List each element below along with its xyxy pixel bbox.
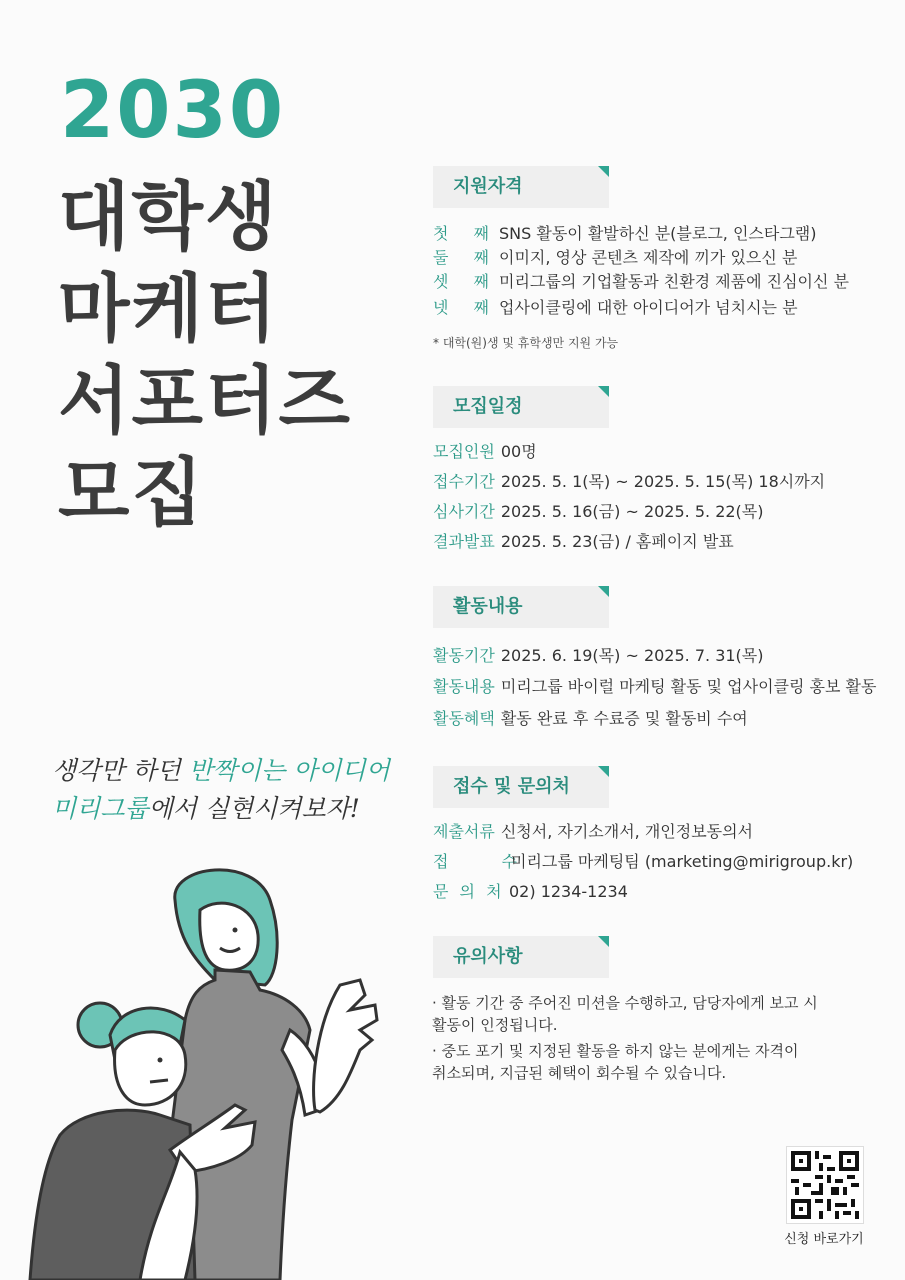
row-key: 문 의 처 [433,882,505,901]
activity-row [433,646,764,666]
headline-line-2: 마케터 [58,266,279,352]
section-header-qualifications [433,166,609,208]
row-key: 넷 째 [433,298,499,317]
slogan-highlight: 미리그룹 [52,794,149,823]
headline-line-1: 대학생 [58,174,279,260]
corner-triangle-icon [598,766,609,777]
contact-row [433,822,753,842]
row-value: 신청서, 자기소개서, 개인정보동의서 [500,822,754,841]
slogan-line-1 [52,758,390,783]
schedule-row [433,442,537,462]
qualification-row [433,298,798,318]
row-value: 2025. 5. 16(금) ~ 2025. 5. 22(목) [500,502,764,521]
qualification-row [433,248,797,268]
row-key: 활동혜택 [433,709,495,728]
row-value: 2025. 6. 19(목) ~ 2025. 7. 31(목) [500,646,764,665]
slogan-text: 생각만 하던 [52,756,189,785]
qr-label: 신청 바로가기 [784,1232,864,1247]
row-key: 접 수 [433,852,541,871]
notice-item: · 중도 포기 및 지정된 활동을 하지 않는 분에게는 자격이 취소되며, 지급된 혜택이 회수될 수 있습니다. [432,1042,799,1082]
row-value: 활동 완료 후 수료증 및 활동비 수여 [500,709,748,728]
row-key: 심사기간 [433,502,495,521]
schedule-row [433,532,734,552]
row-value: 미리그룹의 기업활동과 친환경 제품에 진심이신 분 [499,272,850,291]
activity-row [433,709,748,729]
row-key: 둘 째 [433,248,499,267]
notice-item: · 활동 기간 중 주어진 미션을 수행하고, 담당자에게 보고 시 활동이 인정됩니다. [432,994,818,1034]
headline-line-3: 서포터즈 [58,358,352,444]
row-key: 접수기간 [433,472,495,491]
section-title: 활동내용 [453,596,523,617]
slogan-highlight: 반짝이는 아이디어 [188,756,390,785]
row-value: 02) 1234-1234 [509,882,628,901]
row-value: 2025. 5. 23(금) / 홈페이지 발표 [500,532,734,551]
slogan-line-2 [52,796,360,821]
section-title: 모집일정 [453,396,523,417]
row-value: SNS 활동이 활발하신 분(블로그, 인스타그램) [499,224,817,243]
section-header-schedule [433,386,609,428]
qr-code[interactable] [786,1146,864,1224]
row-value: 2025. 5. 1(목) ~ 2025. 5. 15(목) 18시까지 [500,472,826,491]
corner-triangle-icon [598,386,609,397]
corner-triangle-icon [598,166,609,177]
contact-row [433,882,628,902]
slogan-text: 에서 실현시켜보자! [148,794,360,823]
row-value: 이미지, 영상 콘텐츠 제작에 끼가 있으신 분 [499,248,798,267]
contact-row [433,852,853,872]
section-header-activity [433,586,609,628]
row-key: 제출서류 [433,822,495,841]
section-title: 유의사항 [453,946,523,967]
row-value: 00명 [500,442,537,461]
qr-code-icon [787,1147,863,1223]
section-title: 지원자격 [453,176,523,197]
row-value: 업사이클링에 대한 아이디어가 넘치시는 분 [499,298,798,317]
qualification-row [433,272,849,292]
activity-row [433,677,876,697]
row-value: 미리그룹 바이럴 마케팅 활동 및 업사이클링 홍보 활동 [500,677,877,696]
section-header-notice [433,936,609,978]
row-key: 결과발표 [433,532,495,551]
qualification-note: * 대학(원)생 및 휴학생만 지원 가능 [433,336,619,350]
row-key: 활동기간 [433,646,495,665]
schedule-row [433,502,764,522]
corner-triangle-icon [598,936,609,947]
section-header-contact [433,766,609,808]
section-title: 접수 및 문의처 [453,776,570,797]
headline-year: 2030 [60,66,286,156]
row-value: 미리그룹 마케팅팀 (marketing@mirigroup.kr) [511,852,854,871]
row-key: 활동내용 [433,677,495,696]
schedule-row [433,472,825,492]
corner-triangle-icon [598,586,609,597]
row-key: 셋 째 [433,272,499,291]
row-key: 모집인원 [433,442,495,461]
qualification-row [433,224,817,244]
headline-line-4: 모집 [58,450,205,536]
row-key: 첫 째 [433,224,499,243]
illustration-two-women [20,860,410,1280]
